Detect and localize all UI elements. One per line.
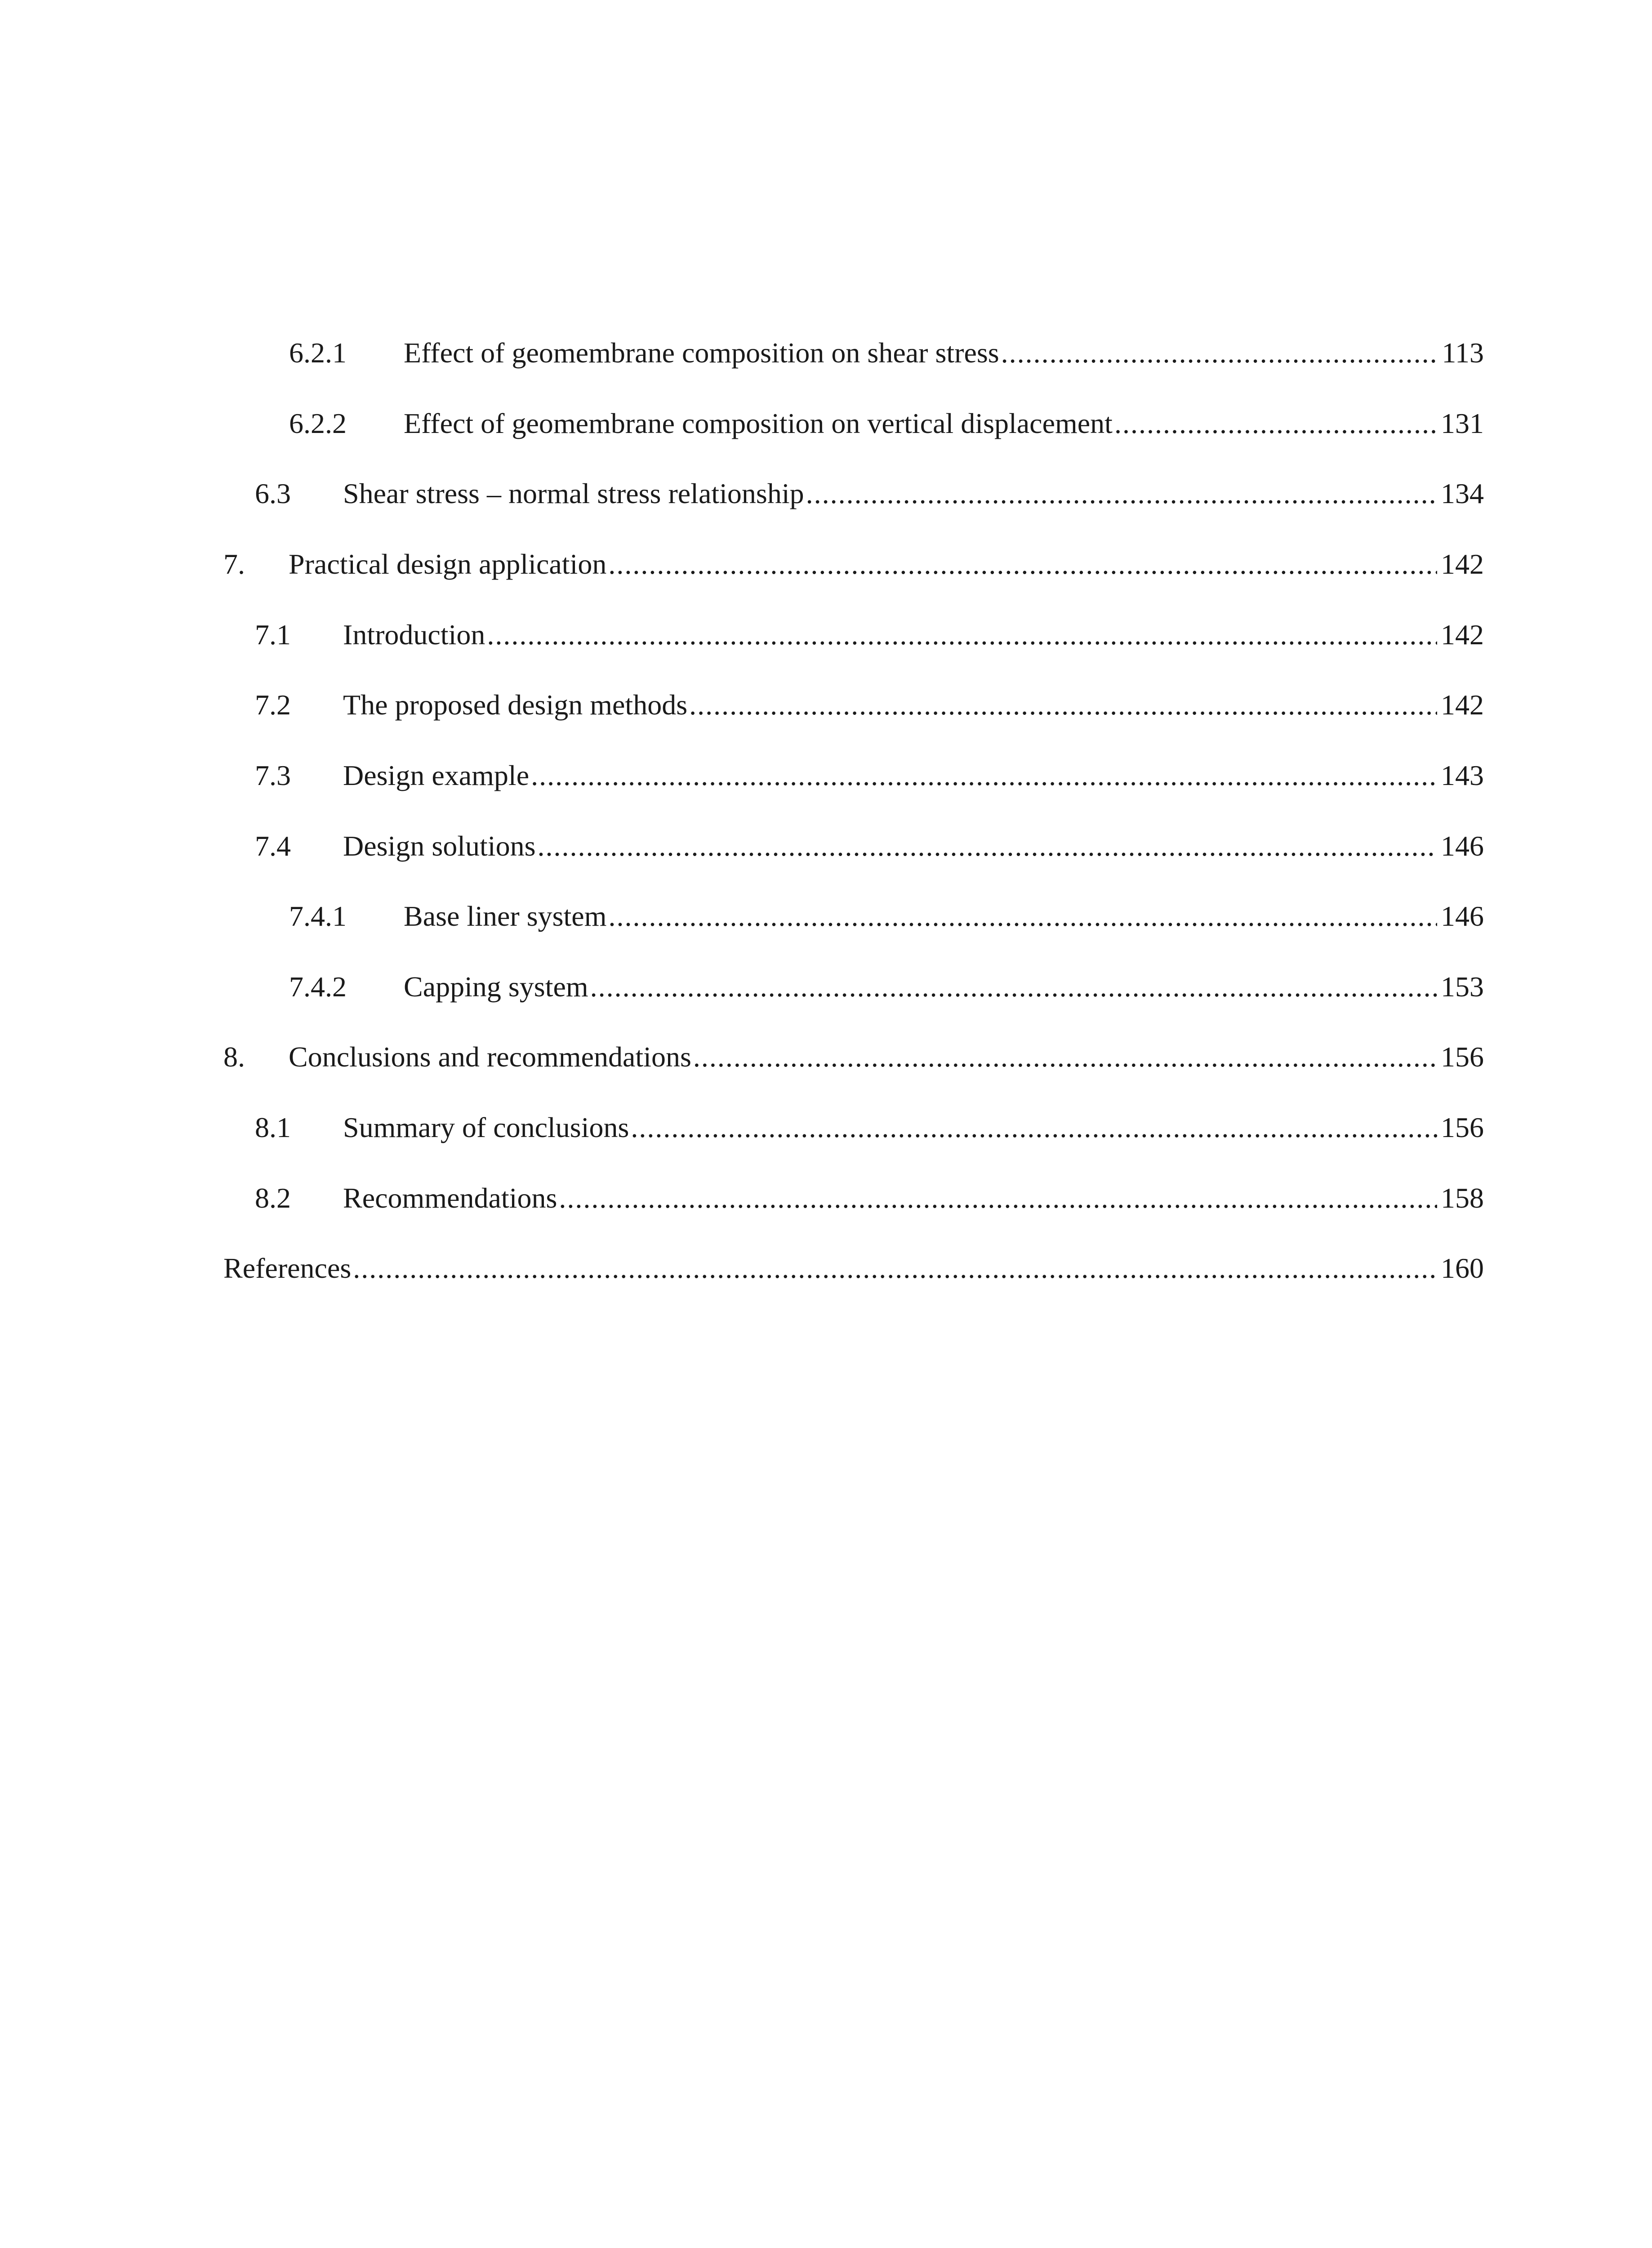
toc-entry-number: 7.2 (255, 689, 291, 721)
toc-entry-page: 146 (1441, 900, 1484, 932)
toc-entry-number: 8. (223, 1041, 245, 1073)
dot-leader (537, 824, 1437, 869)
toc-entry-page: 156 (1441, 1041, 1484, 1073)
toc-entry-page: 158 (1441, 1182, 1484, 1214)
dot-leader (1114, 401, 1437, 446)
toc-entry-6-2-2[interactable] (289, 401, 1484, 446)
toc-entry-title: Base liner system (404, 900, 607, 932)
toc-entry-8-2[interactable] (255, 1176, 1484, 1221)
toc-entry-references[interactable] (223, 1246, 1484, 1291)
dot-leader (689, 682, 1437, 727)
dot-leader (608, 894, 1437, 939)
toc-entry-title: Design solutions (343, 830, 536, 862)
toc-entry-number: 6.2.2 (289, 407, 347, 439)
toc-entry-title: Capping system (404, 971, 588, 1003)
toc-entry-number: 7.4.1 (289, 900, 347, 932)
toc-entry-7-4-1[interactable] (289, 894, 1484, 939)
dot-leader (531, 753, 1437, 798)
dot-leader (487, 612, 1437, 657)
toc-entry-7-1[interactable] (255, 612, 1484, 657)
toc-entry-number: 7. (223, 548, 245, 580)
toc-entry-number: 6.2.1 (289, 337, 347, 369)
toc-entry-8[interactable] (223, 1035, 1484, 1079)
toc-entry-title: Summary of conclusions (343, 1111, 629, 1143)
toc-entry-7-2[interactable] (255, 682, 1484, 727)
toc-entry-number: 7.3 (255, 759, 291, 791)
toc-entry-7-3[interactable] (255, 753, 1484, 798)
toc-entry-page: 143 (1441, 759, 1484, 791)
dot-leader (353, 1246, 1437, 1291)
toc-entry-page: 146 (1441, 830, 1484, 862)
toc-entry-page: 142 (1441, 548, 1484, 580)
toc-entry-title: Effect of geomembrane composition on shear stress (404, 337, 999, 369)
toc-entry-number: 8.2 (255, 1182, 291, 1214)
toc-entry-8-1[interactable] (255, 1105, 1484, 1150)
toc-entry-7-4-2[interactable] (289, 964, 1484, 1009)
toc-entry-6-3[interactable] (255, 471, 1484, 516)
toc-entry-title: Conclusions and recommendations (289, 1041, 691, 1073)
dot-leader (608, 542, 1437, 587)
toc-entry-page: 131 (1441, 407, 1484, 439)
toc-entry-page: 142 (1441, 619, 1484, 651)
toc-entry-number: 7.4.2 (289, 971, 347, 1003)
dot-leader (559, 1176, 1437, 1221)
toc-entry-title: Shear stress – normal stress relationship (343, 477, 804, 509)
toc-entry-title: Recommendations (343, 1182, 557, 1214)
toc-entry-title: Design example (343, 759, 530, 791)
dot-leader (806, 471, 1437, 516)
toc-entry-7-4[interactable] (255, 824, 1484, 869)
toc-entry-title: The proposed design methods (343, 689, 688, 721)
toc-entry-number: 7.1 (255, 619, 291, 651)
toc-entry-title: Introduction (343, 619, 485, 651)
dot-leader (1001, 330, 1437, 375)
dot-leader (693, 1035, 1437, 1079)
toc-entry-page: 134 (1441, 477, 1484, 509)
dot-leader (590, 964, 1437, 1009)
toc-entry-page: 156 (1441, 1111, 1484, 1143)
dot-leader (631, 1105, 1437, 1150)
toc-entry-number: 7.4 (255, 830, 291, 862)
toc-entry-number: 6.3 (255, 477, 291, 509)
toc-entry-7[interactable] (223, 542, 1484, 587)
toc-entry-page: 153 (1441, 971, 1484, 1003)
toc-entry-title: References (223, 1252, 352, 1284)
toc-entry-page: 113 (1442, 337, 1484, 369)
toc-entry-page: 160 (1441, 1252, 1484, 1284)
toc-entry-page: 142 (1441, 689, 1484, 721)
toc-entry-number: 8.1 (255, 1111, 291, 1143)
toc-entry-6-2-1[interactable] (289, 330, 1484, 375)
toc-entry-title: Practical design application (289, 548, 607, 580)
toc-entry-title: Effect of geomembrane composition on vertical displacement (404, 407, 1113, 439)
